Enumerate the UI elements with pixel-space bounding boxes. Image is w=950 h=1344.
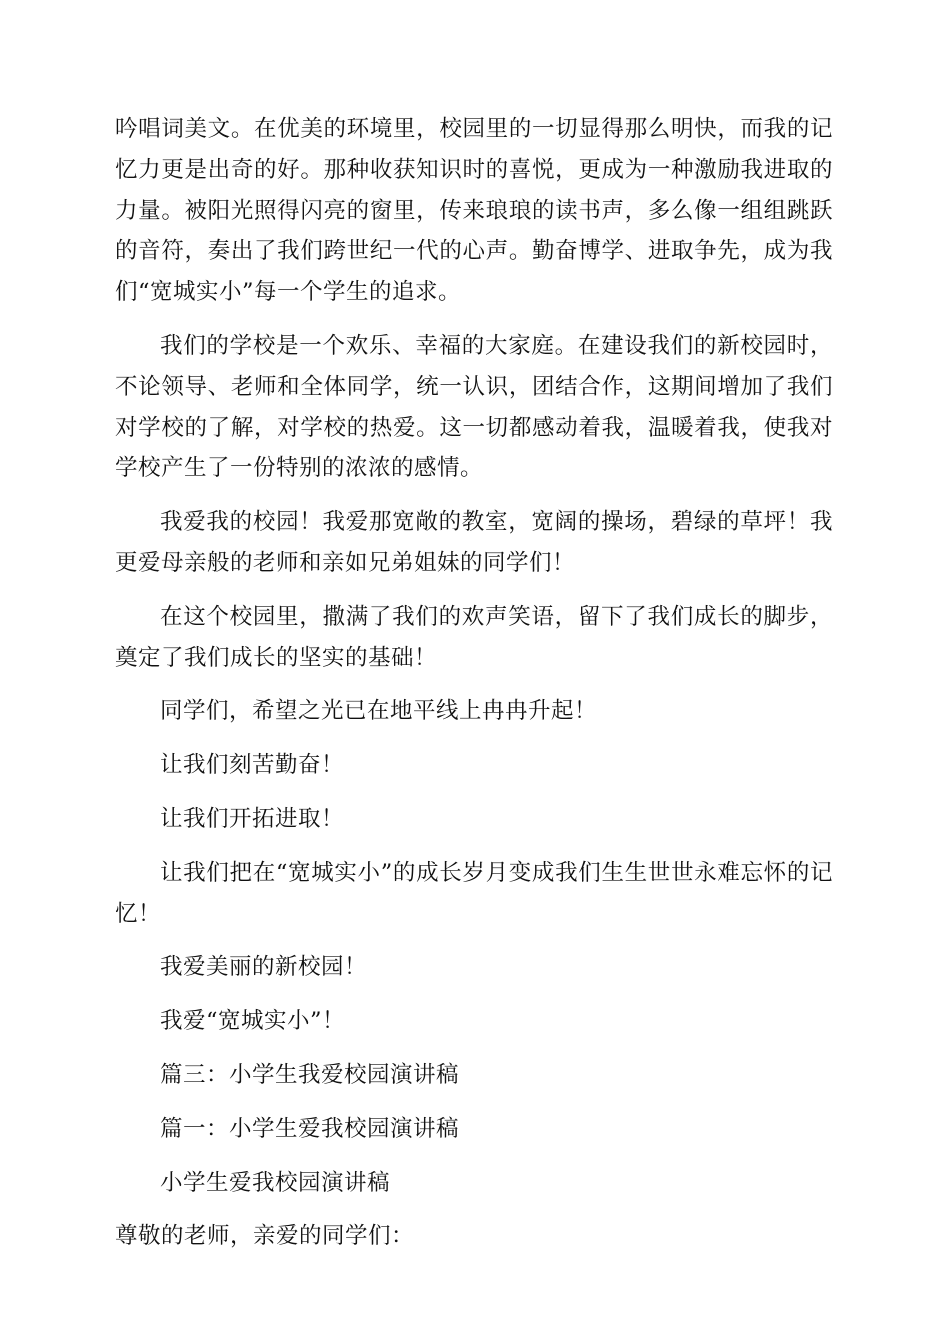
speech-salutation: 尊敬的老师，亲爱的同学们： xyxy=(115,1223,415,1250)
paragraph-continuation: 吟唱词美文。在优美的环境里，校园里的一切显得那么明快，而我的记忆力更是出奇的好。那种收获知识时的喜悦，更成为一种激励我进取的力量。被阳光照得闪亮的窗里，传来琅琅的读书声，多么像一组组跳跃的音符，奏出了我们跨世纪一代的心声。勤奋博学、进取争先，成为我们“宽城实小”每一个学生的追求。 xyxy=(115,116,833,306)
paragraph-diligent: 让我们刻苦勤奋！ xyxy=(160,752,345,779)
section-heading-part-three: 篇三：小学生我爱校园演讲稿 xyxy=(160,1061,460,1088)
paragraph-laughter: 在这个校园里，撒满了我们的欢声笑语，留下了我们成长的脚步，奠定了我们成长的坚实的基础！ xyxy=(115,603,833,671)
document-page xyxy=(115,109,833,1270)
paragraph-hope: 同学们，希望之光已在地平线上冉冉升起！ xyxy=(160,698,598,725)
speech-title: 小学生爱我校园演讲稿 xyxy=(160,1169,391,1196)
paragraph-new-campus: 我爱美丽的新校园！ xyxy=(160,954,368,981)
paragraph-memory: 让我们把在“宽城实小”的成长岁月变成我们生生世世永难忘怀的记忆！ xyxy=(115,859,833,927)
paragraph-love-school: 我爱“宽城实小”！ xyxy=(160,1008,346,1035)
section-heading-part-one: 篇一：小学生爱我校园演讲稿 xyxy=(160,1115,460,1142)
paragraph-love-campus: 我爱我的校园！我爱那宽敞的教室，宽阔的操场，碧绿的草坪！我更爱母亲般的老师和亲如兄弟姐妹的同学们！ xyxy=(115,509,833,576)
paragraph-school-family: 我们的学校是一个欢乐、幸福的大家庭。在建设我们的新校园时，不论领导、老师和全体同学，统一认识，团结合作，这期间增加了我们对学校的了解，对学校的热爱。这一切都感动着我，温暖着我，使我对学校产生了一份特别的浓浓的感情。 xyxy=(115,332,833,482)
paragraph-pioneer: 让我们开拓进取！ xyxy=(160,805,345,832)
